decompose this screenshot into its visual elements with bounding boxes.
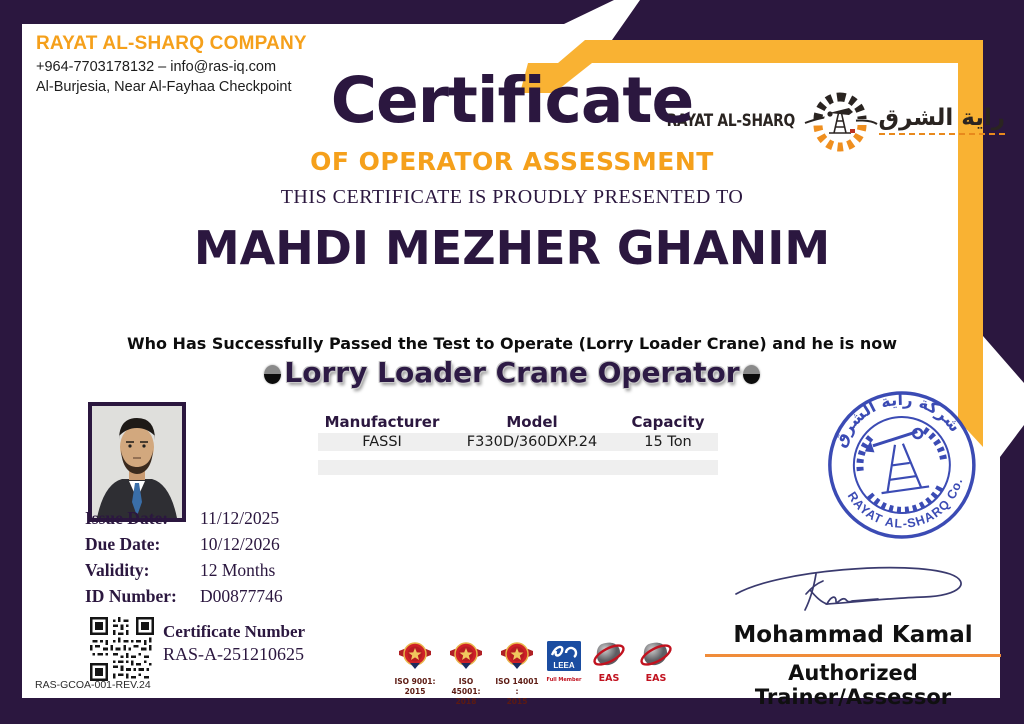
company-stamp — [808, 375, 997, 557]
detail-row — [85, 586, 283, 612]
bullet-icon — [743, 365, 760, 384]
iso-14001-badge — [494, 641, 540, 706]
border-right — [1000, 425, 1024, 724]
eas-badge — [588, 641, 630, 684]
equipment-table-header — [318, 413, 718, 431]
eas-globe-icon — [590, 641, 628, 671]
accreditation-badges — [392, 641, 677, 706]
col-capacity: Capacity — [631, 413, 705, 431]
certificate-number-label: Certificate Number — [163, 622, 306, 641]
signer-role: Authorized Trainer/Assessor — [754, 661, 952, 709]
eas-globe-icon — [637, 641, 675, 671]
company-address: Al-Burjesia, Near Al-Fayhaa Checkpoint — [36, 79, 292, 95]
stamp-arabic-text: شركة راية الشرق — [829, 389, 965, 450]
portrait-image — [92, 406, 182, 518]
detail-row — [85, 508, 283, 534]
iso-medal-icon — [449, 641, 483, 673]
detail-value: 12 Months — [200, 560, 276, 580]
company-name: RAYAT AL-SHARQ COMPANY — [36, 33, 307, 54]
eas-label: EAS — [645, 673, 667, 684]
certificate-number-block — [163, 621, 305, 666]
company-contact: +964-7703178132 – info@ras-iq.com — [36, 59, 277, 75]
border-top — [0, 0, 614, 24]
detail-row — [85, 534, 283, 560]
document-code: RAS-GCOA-001-REV.24 — [35, 679, 151, 691]
detail-label: Due Date: — [85, 534, 161, 554]
leea-badge — [545, 641, 583, 683]
stamp-english-text: RAYAT AL-SHARQ Co. — [844, 476, 966, 531]
role-title: Lorry Loader Crane Operator — [284, 356, 740, 389]
iso-medal-icon — [500, 641, 534, 673]
iso-medal-icon — [398, 641, 432, 673]
svg-text:RAYAT AL-SHARQ Co. — [844, 474, 971, 539]
detail-label: Issue Date: — [85, 508, 169, 528]
eas-badge — [635, 641, 677, 684]
detail-label: Validity: — [85, 560, 150, 580]
logo-name-en: RAYAT AL-SHARQ — [666, 109, 795, 131]
border-left — [0, 0, 22, 724]
detail-row — [85, 560, 283, 586]
certificate-title: Certificate — [330, 64, 694, 137]
recipient-photo — [88, 402, 186, 522]
signature-divider — [705, 654, 1001, 657]
detail-value: 11/12/2025 — [200, 508, 280, 528]
signature-image — [728, 560, 978, 618]
col-model: Model — [506, 413, 558, 431]
role-line — [62, 356, 962, 389]
stamp-image — [808, 375, 997, 557]
statement-line: Who Has Successfully Passed the Test to Operate (Lorry Loader Crane) and he is now — [126, 334, 898, 353]
cell-capacity: 15 Ton — [644, 434, 692, 450]
presented-line: THIS CERTIFICATE IS PROUDLY PRESENTED TO — [280, 186, 744, 208]
col-manufacturer: Manufacturer — [324, 413, 440, 431]
detail-value: D00877746 — [200, 586, 283, 606]
detail-label: ID Number: — [85, 586, 177, 606]
leea-logo-icon — [546, 641, 582, 673]
equipment-row — [318, 433, 718, 451]
recipient-name: MAHDI MEZHER GHANIM — [193, 221, 831, 275]
iso-45001-badge — [443, 641, 489, 706]
equipment-row-empty — [318, 460, 718, 475]
qr-code — [90, 617, 154, 681]
iso-9001-badge — [392, 641, 438, 697]
eas-label: EAS — [598, 673, 620, 684]
signer-name: Mohammad Kamal — [733, 622, 973, 648]
iso-badge-label: ISO 45001: 2018 — [451, 677, 481, 706]
certificate-number-value: RAS-A-251210625 — [163, 644, 305, 665]
details-list — [85, 508, 283, 612]
detail-value: 10/12/2026 — [200, 534, 280, 554]
qr-code-image — [90, 617, 154, 681]
cell-model: F330D/360DXP.24 — [466, 434, 598, 450]
iso-badge-label: ISO 9001: 2015 — [394, 677, 436, 696]
equipment-table — [318, 413, 718, 475]
bullet-icon — [264, 365, 281, 384]
signature-block — [705, 560, 1001, 709]
leea-sub-label: Full Member — [546, 677, 582, 683]
logo-name-ar: راية الشرق — [879, 105, 1006, 135]
certificate-subtitle: OF OPERATOR ASSESSMENT — [310, 147, 714, 176]
iso-badge-label: ISO 14001 : 2015 — [495, 677, 539, 706]
cell-manufacturer: FASSI — [362, 434, 402, 450]
svg-text:LEEA: LEEA — [553, 661, 575, 670]
